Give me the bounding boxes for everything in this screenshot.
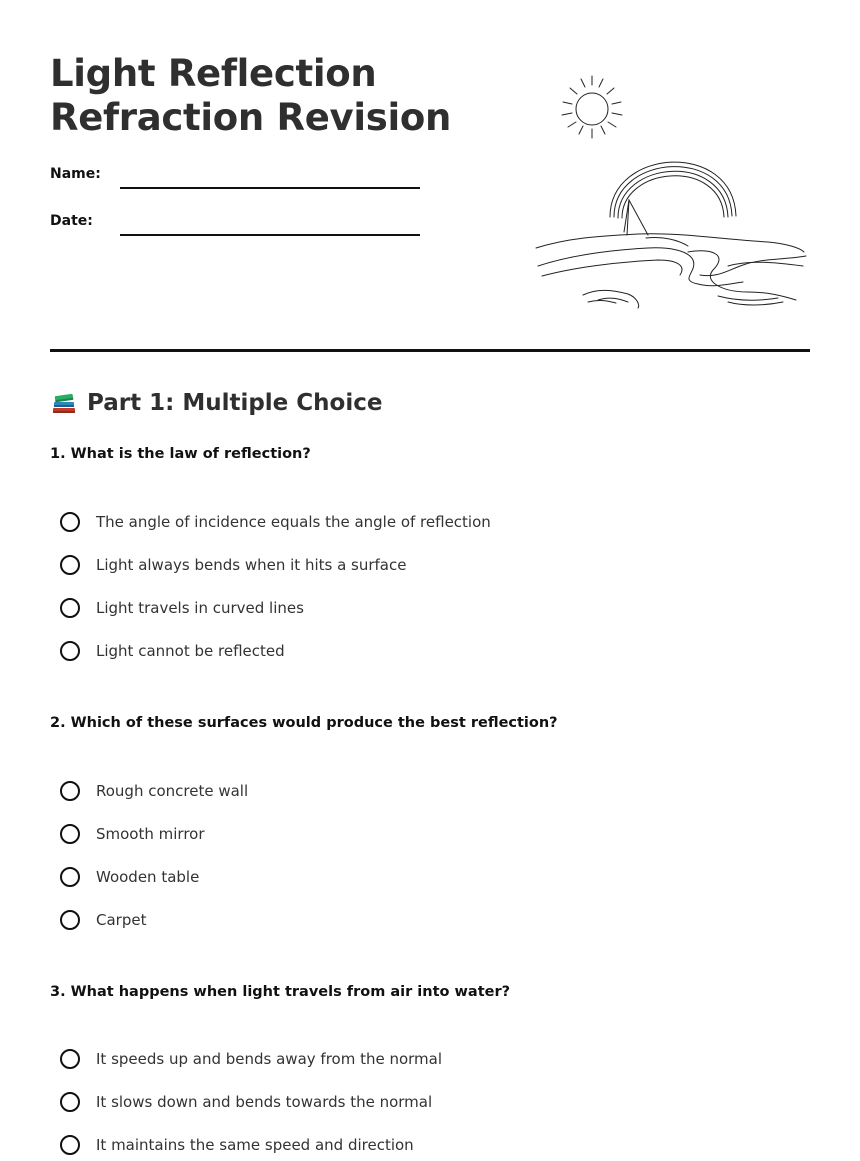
radio-button[interactable] — [60, 1049, 80, 1069]
radio-button[interactable] — [60, 641, 80, 661]
worksheet-title — [50, 52, 451, 140]
q1-option-3[interactable] — [60, 595, 304, 621]
option-label: It slows down and bends towards the normal — [96, 1093, 433, 1111]
option-label: Carpet — [96, 911, 147, 929]
sun-rainbow-landscape-illustration — [528, 70, 810, 315]
date-field[interactable] — [120, 234, 420, 236]
radio-button[interactable] — [60, 910, 80, 930]
option-label: Light travels in curved lines — [96, 599, 304, 617]
q3-option-3[interactable] — [60, 1132, 414, 1158]
radio-button[interactable] — [60, 867, 80, 887]
radio-button[interactable] — [60, 1135, 80, 1155]
q2-option-1[interactable] — [60, 778, 248, 804]
option-label: Light cannot be reflected — [96, 642, 285, 660]
section-title-text: Part 1: Multiple Choice — [87, 390, 383, 416]
q1-option-1[interactable] — [60, 509, 491, 535]
radio-button[interactable] — [60, 555, 80, 575]
option-label: Light always bends when it hits a surface — [96, 556, 407, 574]
radio-button[interactable] — [60, 598, 80, 618]
name-field[interactable] — [120, 187, 420, 189]
question-1: 1. What is the law of reflection? — [50, 446, 311, 462]
q1-option-2[interactable] — [60, 552, 406, 578]
radio-button[interactable] — [60, 512, 80, 532]
radio-button[interactable] — [60, 781, 80, 801]
title-line-1: Light Reflection — [50, 52, 377, 95]
q2-option-4[interactable] — [60, 907, 146, 933]
q1-option-4[interactable] — [60, 638, 285, 664]
option-label: The angle of incidence equals the angle of reflection — [96, 513, 491, 531]
option-label: Wooden table — [96, 868, 200, 886]
question-3: 3. What happens when light travels from air into water? — [50, 984, 511, 1000]
sun-icon — [562, 76, 622, 138]
option-label: It speeds up and bends away from the normal — [96, 1050, 443, 1068]
q3-option-2[interactable] — [60, 1089, 432, 1115]
header-divider — [50, 349, 810, 352]
title-line-2: Refraction Revision — [50, 96, 451, 139]
radio-button[interactable] — [60, 824, 80, 844]
option-label: Smooth mirror — [96, 825, 205, 843]
question-2: 2. Which of these surfaces would produce the best reflection? — [50, 715, 558, 731]
name-label: Name: — [50, 166, 101, 182]
books-icon — [50, 389, 78, 417]
date-label: Date: — [50, 213, 93, 229]
option-label: Rough concrete wall — [96, 782, 249, 800]
q2-option-3[interactable] — [60, 864, 199, 890]
radio-button[interactable] — [60, 1092, 80, 1112]
section-title — [50, 389, 382, 417]
option-label: It maintains the same speed and direction — [96, 1136, 414, 1154]
q3-option-1[interactable] — [60, 1046, 442, 1072]
q2-option-2[interactable] — [60, 821, 205, 847]
